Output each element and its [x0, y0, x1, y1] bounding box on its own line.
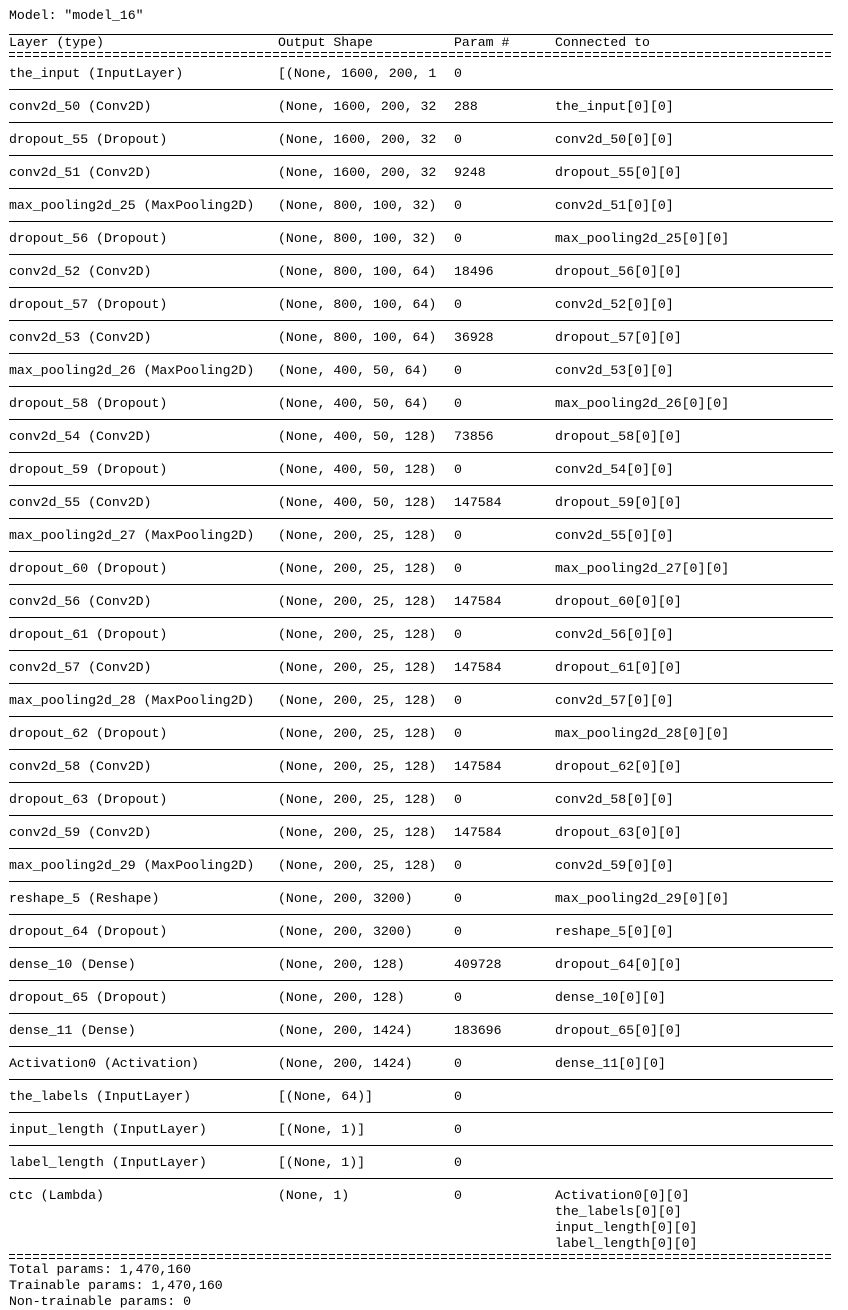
table-row — [9, 858, 833, 874]
connected-to: input_length[0][0] — [555, 1220, 698, 1235]
table-row — [9, 1122, 833, 1138]
connected-to: dense_10[0][0] — [555, 990, 666, 1005]
layer-name: conv2d_59 (Conv2D) — [9, 825, 152, 840]
layer-name: the_labels (InputLayer) — [9, 1089, 192, 1104]
total-params: Total params: 1,470,160 — [9, 1262, 192, 1277]
connected-to: the_labels[0][0] — [555, 1204, 682, 1219]
output-shape: (None, 1600, 200, 32 — [278, 165, 437, 180]
table-row — [9, 594, 833, 610]
output-shape: (None, 200, 25, 128) — [278, 660, 437, 675]
layer-name: conv2d_58 (Conv2D) — [9, 759, 152, 774]
output-shape: (None, 800, 100, 32) — [278, 198, 437, 213]
layer-name: conv2d_55 (Conv2D) — [9, 495, 152, 510]
param-count: 0 — [454, 396, 462, 411]
param-count: 0 — [454, 66, 462, 81]
layer-name: conv2d_57 (Conv2D) — [9, 660, 152, 675]
connected-to: max_pooling2d_27[0][0] — [555, 561, 730, 576]
param-count: 147584 — [454, 594, 502, 609]
layer-name: dropout_58 (Dropout) — [9, 396, 168, 411]
param-count: 0 — [454, 198, 462, 213]
table-row — [9, 462, 833, 478]
table-row — [9, 957, 833, 973]
connected-to: max_pooling2d_25[0][0] — [555, 231, 730, 246]
param-count: 0 — [454, 1155, 462, 1170]
non-trainable-params: Non-trainable params: 0 — [9, 1294, 192, 1309]
header-double-rule — [9, 52, 833, 57]
layer-name: conv2d_50 (Conv2D) — [9, 99, 152, 114]
param-count: 183696 — [454, 1023, 502, 1038]
layer-name: max_pooling2d_29 (MaxPooling2D) — [9, 858, 255, 873]
connected-to: dropout_59[0][0] — [555, 495, 682, 510]
param-count: 0 — [454, 726, 462, 741]
table-header — [9, 35, 833, 51]
output-shape: (None, 400, 50, 128) — [278, 462, 437, 477]
table-row — [9, 792, 833, 808]
output-shape: (None, 200, 25, 128) — [278, 627, 437, 642]
layer-name: dense_11 (Dense) — [9, 1023, 136, 1038]
connected-to: conv2d_59[0][0] — [555, 858, 674, 873]
connected-to: conv2d_56[0][0] — [555, 627, 674, 642]
output-shape: (None, 800, 100, 64) — [278, 330, 437, 345]
layer-name: ctc (Lambda) — [9, 1188, 104, 1203]
param-count: 0 — [454, 1188, 462, 1203]
table-row — [9, 495, 833, 511]
output-shape: (None, 200, 3200) — [278, 924, 413, 939]
table-row — [9, 1155, 833, 1171]
param-count: 0 — [454, 363, 462, 378]
param-count: 0 — [454, 924, 462, 939]
output-shape: (None, 400, 50, 128) — [278, 429, 437, 444]
param-count: 73856 — [454, 429, 494, 444]
param-count: 0 — [454, 792, 462, 807]
connected-to: dropout_56[0][0] — [555, 264, 682, 279]
table-row — [9, 660, 833, 676]
param-count: 0 — [454, 693, 462, 708]
table-row — [9, 198, 833, 214]
output-shape: (None, 200, 25, 128) — [278, 858, 437, 873]
connected-to: Activation0[0][0] — [555, 1188, 690, 1203]
connected-to: dropout_58[0][0] — [555, 429, 682, 444]
output-shape: (None, 200, 3200) — [278, 891, 413, 906]
layer-name: input_length (InputLayer) — [9, 1122, 207, 1137]
output-shape: (None, 200, 128) — [278, 990, 405, 1005]
table-row — [9, 1056, 833, 1072]
table-row — [9, 363, 833, 379]
table-row — [9, 924, 833, 940]
param-count: 147584 — [454, 759, 502, 774]
connected-to: conv2d_54[0][0] — [555, 462, 674, 477]
param-count: 0 — [454, 990, 462, 1005]
output-shape: (None, 200, 25, 128) — [278, 726, 437, 741]
table-row — [9, 429, 833, 445]
connected-to: dropout_61[0][0] — [555, 660, 682, 675]
param-count: 0 — [454, 1122, 462, 1137]
output-shape: (None, 200, 25, 128) — [278, 594, 437, 609]
output-shape: (None, 1600, 200, 32 — [278, 132, 437, 147]
table-row — [9, 264, 833, 280]
connected-to: max_pooling2d_26[0][0] — [555, 396, 730, 411]
connected-to: label_length[0][0] — [555, 1236, 698, 1251]
model-summary — [9, 8, 833, 1310]
output-shape: (None, 200, 25, 128) — [278, 759, 437, 774]
layer-name: Activation0 (Activation) — [9, 1056, 199, 1071]
layer-name: dropout_64 (Dropout) — [9, 924, 168, 939]
output-shape: (None, 800, 100, 32) — [278, 231, 437, 246]
connected-to: max_pooling2d_29[0][0] — [555, 891, 730, 906]
table-row — [9, 330, 833, 346]
connected-to: the_input[0][0] — [555, 99, 674, 114]
output-shape: (None, 800, 100, 64) — [278, 297, 437, 312]
param-count: 0 — [454, 561, 462, 576]
layer-name: dropout_55 (Dropout) — [9, 132, 168, 147]
connected-to: conv2d_50[0][0] — [555, 132, 674, 147]
table-row — [9, 627, 833, 643]
table-row — [9, 99, 833, 115]
connected-to: conv2d_51[0][0] — [555, 198, 674, 213]
table-row — [9, 1188, 833, 1252]
table-row — [9, 693, 833, 709]
param-count: 147584 — [454, 660, 502, 675]
output-shape: (None, 400, 50, 64) — [278, 363, 429, 378]
layer-name: max_pooling2d_28 (MaxPooling2D) — [9, 693, 255, 708]
param-count: 0 — [454, 462, 462, 477]
output-shape: (None, 200, 25, 128) — [278, 528, 437, 543]
param-count: 18496 — [454, 264, 494, 279]
layer-name: dropout_59 (Dropout) — [9, 462, 168, 477]
connected-to: dropout_64[0][0] — [555, 957, 682, 972]
param-count: 0 — [454, 297, 462, 312]
table-row — [9, 132, 833, 148]
connected-to: conv2d_52[0][0] — [555, 297, 674, 312]
output-shape: (None, 400, 50, 128) — [278, 495, 437, 510]
layer-name: max_pooling2d_26 (MaxPooling2D) — [9, 363, 255, 378]
output-shape: (None, 200, 25, 128) — [278, 693, 437, 708]
output-shape: [(None, 1)] — [278, 1155, 366, 1170]
layer-name: max_pooling2d_25 (MaxPooling2D) — [9, 198, 255, 213]
param-count: 288 — [454, 99, 478, 114]
param-count: 147584 — [454, 825, 502, 840]
output-shape: (None, 1600, 200, 32 — [278, 99, 437, 114]
connected-to: conv2d_58[0][0] — [555, 792, 674, 807]
layer-name: dropout_65 (Dropout) — [9, 990, 168, 1005]
connected-to: max_pooling2d_28[0][0] — [555, 726, 730, 741]
param-count: 409728 — [454, 957, 502, 972]
param-count: 0 — [454, 528, 462, 543]
param-count: 0 — [454, 1056, 462, 1071]
table-row — [9, 297, 833, 313]
output-shape: (None, 200, 1424) — [278, 1056, 413, 1071]
header-param-count: Param # — [454, 35, 510, 50]
layer-name: dropout_57 (Dropout) — [9, 297, 168, 312]
output-shape: (None, 200, 25, 128) — [278, 825, 437, 840]
param-count: 0 — [454, 627, 462, 642]
output-shape: (None, 200, 1424) — [278, 1023, 413, 1038]
output-shape: [(None, 1)] — [278, 1122, 366, 1137]
param-count: 9248 — [454, 165, 486, 180]
table-row — [9, 1089, 833, 1105]
param-count: 0 — [454, 1089, 462, 1104]
connected-to: dense_11[0][0] — [555, 1056, 666, 1071]
layer-name: dropout_56 (Dropout) — [9, 231, 168, 246]
table-row — [9, 726, 833, 742]
header-layer: Layer (type) — [9, 35, 104, 50]
table-row — [9, 990, 833, 1006]
output-shape: [(None, 1600, 200, 1 — [278, 66, 437, 81]
param-count: 36928 — [454, 330, 494, 345]
table-row — [9, 66, 833, 82]
table-row — [9, 561, 833, 577]
output-shape: [(None, 64)] — [278, 1089, 373, 1104]
connected-to: conv2d_57[0][0] — [555, 693, 674, 708]
layer-name: reshape_5 (Reshape) — [9, 891, 160, 906]
layer-name: dense_10 (Dense) — [9, 957, 136, 972]
connected-to: dropout_63[0][0] — [555, 825, 682, 840]
table-row — [9, 1023, 833, 1039]
layer-name: dropout_60 (Dropout) — [9, 561, 168, 576]
param-count: 0 — [454, 858, 462, 873]
layer-name: max_pooling2d_27 (MaxPooling2D) — [9, 528, 255, 543]
output-shape: (None, 1) — [278, 1188, 350, 1203]
header-output-shape: Output Shape — [278, 35, 373, 50]
layer-name: conv2d_54 (Conv2D) — [9, 429, 152, 444]
output-shape: (None, 200, 25, 128) — [278, 792, 437, 807]
table-row — [9, 528, 833, 544]
param-count: 0 — [454, 231, 462, 246]
param-count: 147584 — [454, 495, 502, 510]
layer-name: conv2d_53 (Conv2D) — [9, 330, 152, 345]
layer-name: label_length (InputLayer) — [9, 1155, 207, 1170]
layer-name: dropout_63 (Dropout) — [9, 792, 168, 807]
layer-name: conv2d_51 (Conv2D) — [9, 165, 152, 180]
connected-to: dropout_57[0][0] — [555, 330, 682, 345]
connected-to: reshape_5[0][0] — [555, 924, 674, 939]
layer-name: dropout_62 (Dropout) — [9, 726, 168, 741]
connected-to: dropout_65[0][0] — [555, 1023, 682, 1038]
output-shape: (None, 800, 100, 64) — [278, 264, 437, 279]
layer-name: conv2d_56 (Conv2D) — [9, 594, 152, 609]
layer-rows — [9, 66, 833, 1254]
connected-to: conv2d_53[0][0] — [555, 363, 674, 378]
table-row — [9, 165, 833, 181]
params-summary — [9, 1262, 833, 1310]
connected-to: conv2d_55[0][0] — [555, 528, 674, 543]
table-row — [9, 891, 833, 907]
connected-to: dropout_62[0][0] — [555, 759, 682, 774]
table-row — [9, 759, 833, 775]
table-row — [9, 231, 833, 247]
trainable-params: Trainable params: 1,470,160 — [9, 1278, 223, 1293]
layer-name: dropout_61 (Dropout) — [9, 627, 168, 642]
param-count: 0 — [454, 132, 462, 147]
table-row — [9, 396, 833, 412]
output-shape: (None, 400, 50, 64) — [278, 396, 429, 411]
connected-to: dropout_55[0][0] — [555, 165, 682, 180]
footer-double-rule — [9, 1254, 833, 1259]
param-count: 0 — [454, 891, 462, 906]
model-title: Model: "model_16" — [9, 8, 144, 23]
header-connected-to: Connected to — [555, 35, 650, 50]
table-row — [9, 825, 833, 841]
layer-name: conv2d_52 (Conv2D) — [9, 264, 152, 279]
output-shape: (None, 200, 25, 128) — [278, 561, 437, 576]
connected-to: dropout_60[0][0] — [555, 594, 682, 609]
layer-name: the_input (InputLayer) — [9, 66, 184, 81]
output-shape: (None, 200, 128) — [278, 957, 405, 972]
